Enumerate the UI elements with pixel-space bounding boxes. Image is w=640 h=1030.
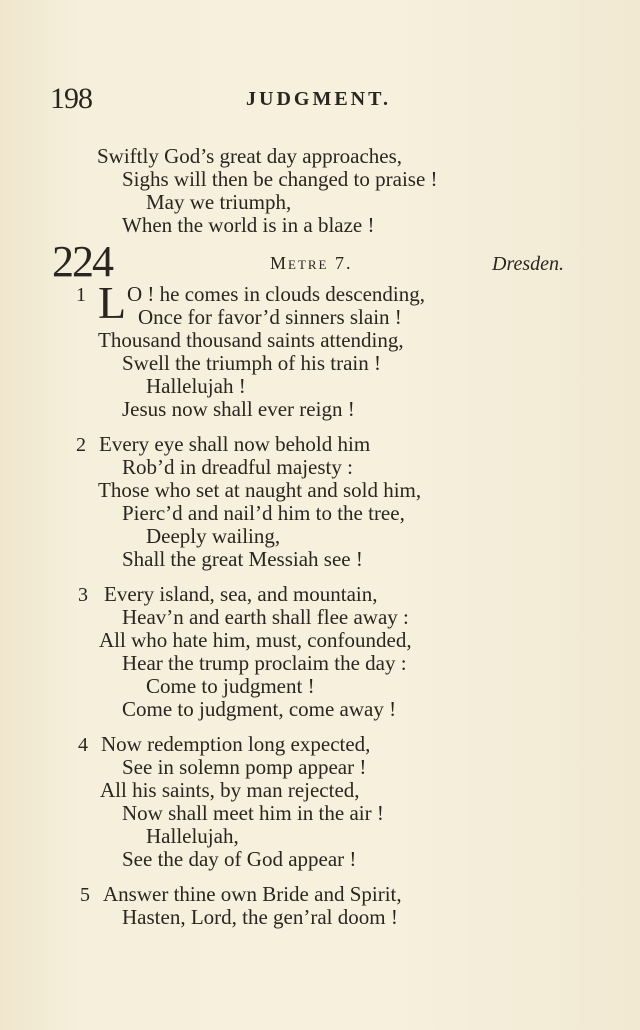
verse-line: Answer thine own Bride and Spirit, xyxy=(103,882,402,906)
verse-line: Once for favor’d sinners slain ! xyxy=(138,305,402,329)
verse-line: Hasten, Lord, the gen’ral doom ! xyxy=(122,905,398,929)
verse-number: 2 xyxy=(76,434,86,456)
verse-line: O ! he comes in clouds descending, xyxy=(127,282,426,306)
verse-line: All who hate him, must, confounded, xyxy=(99,628,412,652)
drop-cap: L xyxy=(98,277,127,328)
verse-line: Every eye shall now behold him xyxy=(99,432,371,456)
verse-line: Hear the trump proclaim the day : xyxy=(122,651,407,675)
running-title: JUDGMENT. xyxy=(246,88,391,110)
prev-hymn-line: Swiftly God’s great day approaches, xyxy=(97,144,403,168)
verse-line: All his saints, by man rejected, xyxy=(100,778,360,802)
prev-hymn-line: When the world is in a blaze ! xyxy=(122,213,375,237)
prev-hymn-line: May we triumph, xyxy=(146,190,292,214)
verse-line: Come to judgment, come away ! xyxy=(122,697,397,721)
verse-number: 3 xyxy=(78,584,88,606)
verse-line: Hallelujah ! xyxy=(146,374,246,398)
verse-line: Deeply wailing, xyxy=(146,524,281,548)
verse-line: Come to judgment ! xyxy=(146,674,315,698)
verse-line: Hallelujah, xyxy=(146,824,239,848)
verse-line: Heav’n and earth shall flee away : xyxy=(122,605,409,629)
verse-line: Pierc’d and nail’d him to the tree, xyxy=(122,501,405,525)
verse-line: Those who set at naught and sold him, xyxy=(98,478,422,502)
verse-line: Jesus now shall ever reign ! xyxy=(122,397,355,421)
verse-line: See in solemn pomp appear ! xyxy=(122,755,367,779)
verse-line: Shall the great Messiah see ! xyxy=(122,547,363,571)
page-number: 198 xyxy=(50,82,92,115)
verse-number: 1 xyxy=(76,284,86,306)
verse-line: Every island, sea, and mountain, xyxy=(104,582,378,606)
verse-line: See the day of God appear ! xyxy=(122,847,357,871)
verse-number: 5 xyxy=(80,884,90,906)
verse-line: Swell the triumph of his train ! xyxy=(122,351,381,375)
hymn-metre: Metre 7. xyxy=(270,253,353,273)
hymn-number: 224 xyxy=(52,237,112,286)
verse-number: 4 xyxy=(78,734,88,756)
verse-line: Rob’d in dreadful majesty : xyxy=(122,455,353,479)
verse-line: Now shall meet him in the air ! xyxy=(122,801,384,825)
prev-hymn-line: Sighs will then be changed to praise ! xyxy=(122,167,438,191)
verse-line: Now redemption long expected, xyxy=(101,732,371,756)
verse-line: Thousand thousand saints attending, xyxy=(98,328,404,352)
hymn-tune: Dresden. xyxy=(492,253,565,275)
